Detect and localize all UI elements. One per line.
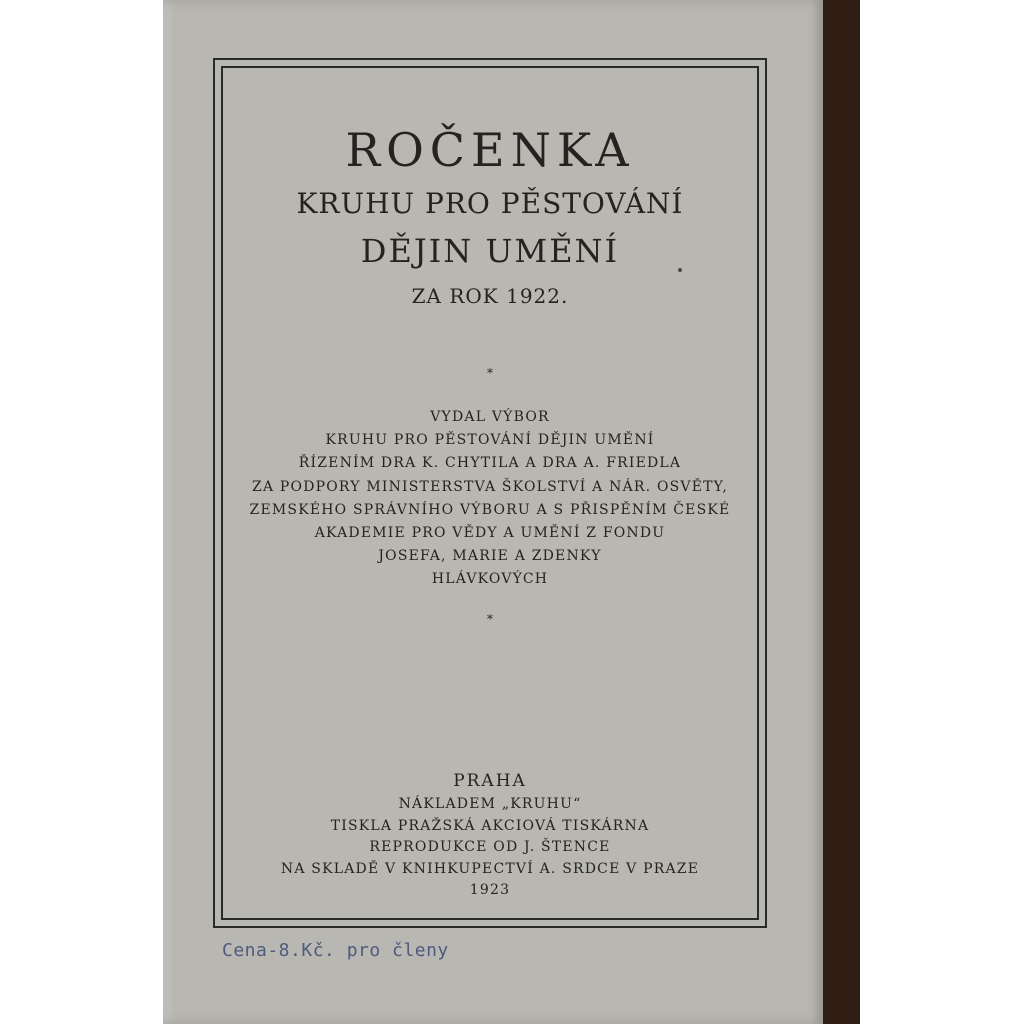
imprint-line: TISKLA PRAŽSKÁ AKCIOVÁ TISKÁRNA: [330, 817, 650, 834]
publisher-line: KRUHU PRO PĚSTOVÁNÍ DĚJIN UMĚNÍ: [325, 432, 655, 449]
cover-subtitle-line1: KRUHU PRO PĚSTOVÁNÍ: [296, 187, 684, 220]
imprint-city: PRAHA: [453, 771, 527, 791]
imprint: [213, 768, 767, 902]
price-stamp: Cena-8.Kč. pro členy: [222, 940, 449, 961]
publisher-line: AKADEMIE PRO VĚDY A UMĚNÍ Z FONDU: [314, 525, 666, 542]
publisher-statement: [213, 406, 767, 592]
publisher-line: VYDAL VÝBOR: [430, 409, 550, 425]
imprint-line: REPRODUKCE OD J. ŠTENCE: [369, 839, 611, 855]
publisher-line: ZA PODPORY MINISTERSTVA ŠKOLSTVÍ A NÁR. OSVĚTY,: [252, 478, 728, 495]
imprint-line: NA SKLADĚ V KNIHKUPECTVÍ A. SRDCE V PRAZE: [280, 860, 700, 877]
publisher-line: JOSEFA, MARIE A ZDENKY: [378, 548, 602, 565]
imprint-year: 1923: [469, 882, 511, 898]
book-spine-edge: [820, 0, 860, 1024]
publisher-line: ZEMSKÉHO SPRÁVNÍHO VÝBORU A S PŘISPĚNÍM ČESKÉ: [249, 501, 731, 518]
cover-year-line: ZA ROK 1922.: [411, 284, 569, 308]
imprint-line: NÁKLADEM „KRUHU“: [398, 796, 582, 812]
cover-title: ROČENKA: [345, 123, 635, 177]
publisher-line: ŘÍZENÍM DRA K. CHYTILA A DRA A. FRIEDLA: [298, 455, 682, 472]
cover-subtitle-line2: DĚJIN UMĚNÍ: [360, 232, 620, 270]
ornament-star-top: *: [487, 366, 493, 380]
ornament-star-bottom: *: [487, 612, 493, 626]
publisher-line: HLÁVKOVÝCH: [431, 571, 549, 588]
